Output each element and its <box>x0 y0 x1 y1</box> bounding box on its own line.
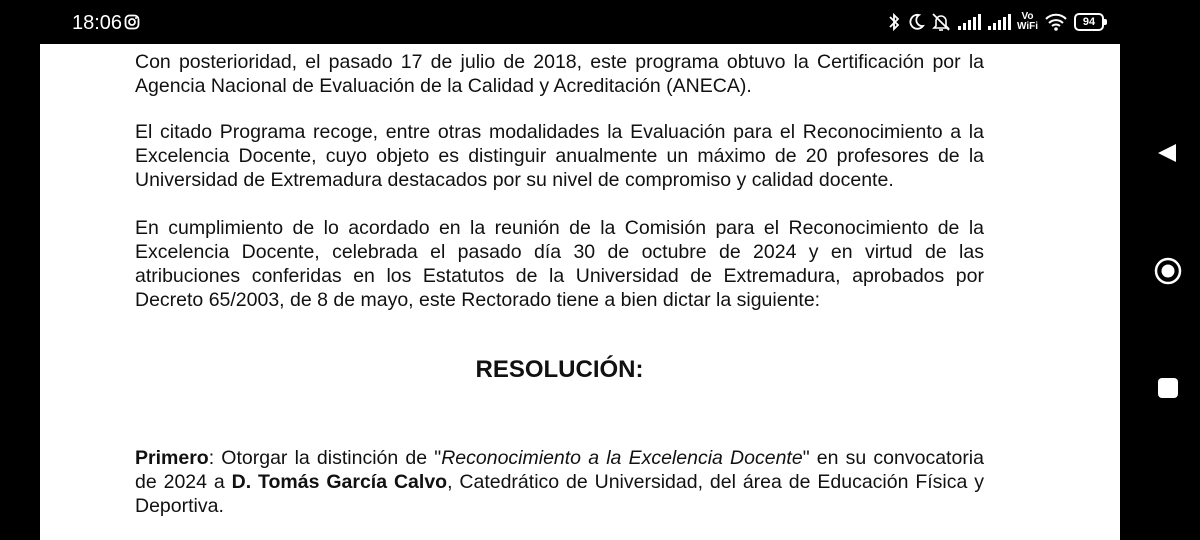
primero-label: Primero <box>135 447 209 469</box>
back-icon[interactable] <box>1156 142 1178 164</box>
battery-level: 94 <box>1082 16 1096 28</box>
paragraph-programa: El citado Programa recoge, entre otras modalidades la Evaluación para el Reconocimiento a la Excelencia Docente, cuyo objeto es distinguir anualmente un máximo de 20 profesores de la Universidad de Extremadura destacados por su nivel de compromiso y calidad docente. <box>135 121 984 191</box>
home-icon[interactable] <box>1154 257 1182 285</box>
paragraph-cumplimiento: En cumplimiento de lo acordado en la reunión de la Comisión para el Reconocimiento de la Excelencia Docente, celebrada el pasado día 30 de octubre de 2024 y en virtud de las atribuciones conferidas en los Estatutos de la Universidad de Extremadura, aprobados por Decreto 65/2003, de 8 de mayo, este Rectorado tiene a bien dictar la siguiente: <box>135 217 984 311</box>
clock: 18:06 <box>72 12 123 34</box>
status-bar <box>0 0 1200 44</box>
awardee-name: D. Tomás García Calvo <box>231 471 448 493</box>
recents-icon[interactable] <box>1158 378 1178 398</box>
primero-text-c: , Catedrático de Universidad, del área de Educación Física y Deportiva. <box>135 471 985 517</box>
battery-icon <box>1074 13 1104 31</box>
navigation-bar <box>1120 44 1200 540</box>
paragraph-primero <box>135 446 984 518</box>
bluetooth-icon <box>887 12 901 32</box>
wifi-icon <box>1044 12 1068 32</box>
instagram-icon <box>124 14 140 30</box>
signal-icon <box>987 12 1011 32</box>
signal-icon <box>957 12 981 32</box>
resolution-heading: RESOLUCIÓN: <box>475 356 644 383</box>
primero-text-a: : Otorgar la distinción de " <box>208 447 442 469</box>
document-page[interactable] <box>40 44 1120 540</box>
moon-icon <box>907 12 925 32</box>
bell-off-icon <box>931 12 951 32</box>
vowifi-icon: Vo WiFi <box>1016 11 1038 32</box>
primero-text-b: " en su convocatoria de 2024 a <box>135 447 984 493</box>
award-title: Reconocimiento a la Excelencia Docente <box>441 447 803 469</box>
paragraph-aneca: Con posterioridad, el pasado 17 de julio de 2018, este programa obtuvo la Certificación por la Agencia Nacional de Evaluación de la Calidad y Acreditación (ANECA). <box>135 51 984 97</box>
status-icons <box>887 10 1104 34</box>
